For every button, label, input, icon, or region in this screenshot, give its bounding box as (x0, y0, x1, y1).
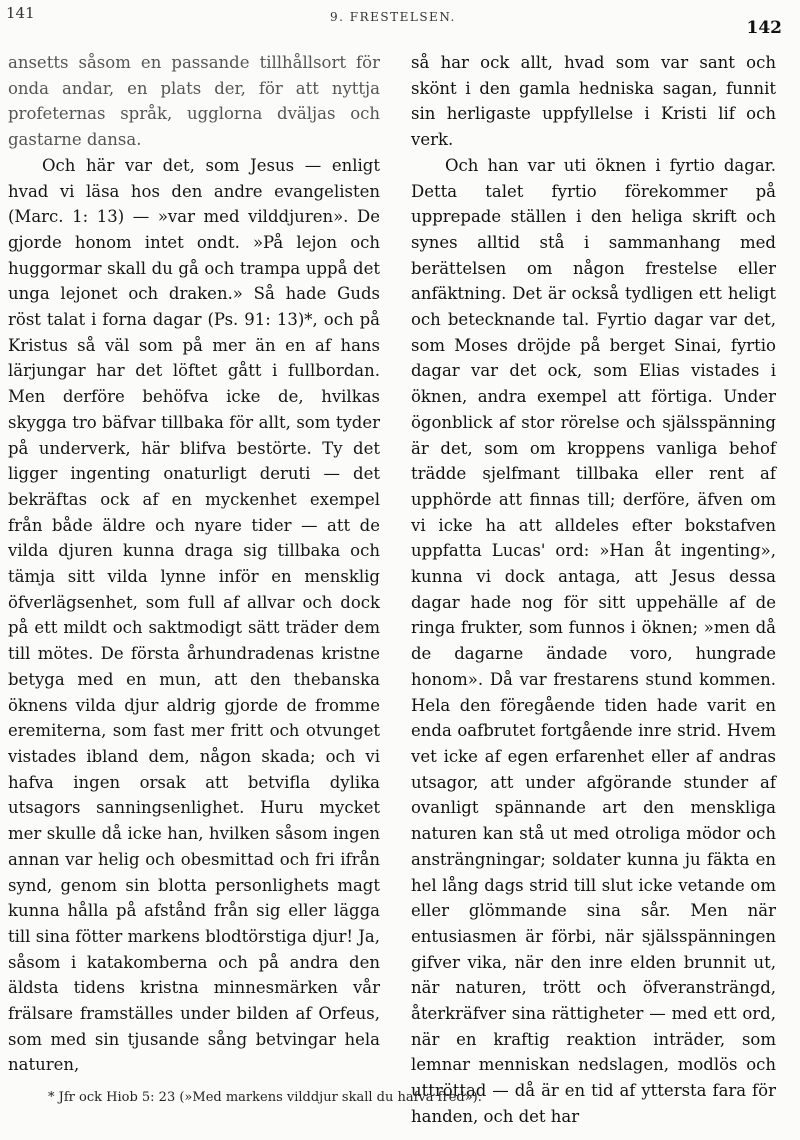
left-column (8, 50, 380, 1078)
footnote: * Jfr ock Hiob 5: 23 (»Med markens vilddjur skall du hafva fred»). (48, 1090, 482, 1105)
page-number-left: 141 (6, 4, 35, 22)
paragraph: Och han var uti öknen i fyrtio dagar. Detta talet fyrtio förekommer på upprepade ställen i den heliga skrift och synes alltid stå i sammanhang med berättelsen om någon frestelse eller anfäktning. Det är också tydligen ett heligt och betecknande tal. Fyrtio dagar var det, som Moses dröjde på berget Sinai, fyrtio dagar var det ock, som Elias vistades i öknen, andra exempel att förtiga. Under ögonblick af stor rörelse och själsspänning är det, som om kroppens vanliga behof trädde sjelfmant tillbaka eller rent af upphörde att finnas till; derföre, äfven om vi icke ha att alldeles efter bokstafven uppfatta Lucas' ord: »Han åt ingenting», kunna vi dock antaga, att Jesus dessa dagar hade nog för sitt uppehälle af de ringa frukter, som funnos i öknen; »men då de dagarne ändade voro, hungrade honom». Då var frestarens stund kommen. Hela den föregående tiden hade varit en enda oafbrutet fortgående inre strid. Hvem vet icke af egen erfarenhet eller af andras utsagor, att under afgörande stunder af ovanligt spännande art den menskliga naturen kan stå ut med otroliga mödor och ansträngningar; soldater kunna ju fäkta en hel lång dags strid till slut icke vetande om eller glömmande sina sår. Men när entusiasmen är förbi, när själsspänningen gifver vika, när den inre elden brunnit ut, när naturen, trött och öfveransträngd, återkräfver sina rättigheter — med ett ord, när en kraftig reaktion inträder, som lemnar menniskan nedslagen, modlös och uttröttad — då är en tid af yttersta fara för handen, och det har (411, 155, 776, 1126)
page-header (0, 0, 800, 45)
page-number-right: 142 (746, 18, 782, 38)
paragraph: Och här var det, som Jesus — enligt hvad vi läsa hos den andre evangelisten (Marc. 1: 13) — »var med vilddjuren». De gjorde honom intet ondt. »På lejon och huggormar skall du gå och trampa uppå det unga lejonet och draken.» Så hade Guds röst talat i forna dagar (Ps. 91: 13)*, och på Kristus så väl som på mer än en af hans lärjungar har det löftet gått i fullbordan. Men derföre behöfva icke de, hvilkas skygga tro bäfvar tillbaka för allt, som tyder på underverk, här blifva bestörte. Ty det ligger ingenting onaturligt deruti — det bekräftas ock af en myckenhet exempel från både äldre och nyare tider — att de vilda djuren kunna draga sig tillbaka och tämja sitt vilda lynne inför en mensklig öfverlägsenhet, som full af allvar och dock på ett mildt och saktmodigt sätt träder dem till mötes. De första århundradenas kristne betyga med en mun, att den thebanska öknens vilda djur aldrig gjorde de fromme eremiterna, som fast mer fritt och otvunget vistades ibland dem, någon skada; och vi hafva ingen orsak att betvifla dylika utsagors sanningsenlighet. Huru mycket mer skulle då icke han, hvilken såsom ingen annan var helig och obesmittad och fri ifrån synd, genom sin blotta personlighets magt kunna hålla på afstånd från sig eller lägga till sina fötter markens blodtörstiga djur! Ja, såsom i katakomberna och på andra den äldsta tidens kristna minnesmärken vår frälsare framställes under bilden af Orfeus, som med sin tjusande sång betvingar hela naturen, (8, 155, 380, 1075)
paragraph: ansetts såsom en passande tillhållsort för onda andar, en plats der, för att nyttja profeternas språk, ugglorna dväljas och gastarne dansa. (8, 53, 380, 150)
running-title: 9. FRESTELSEN. (330, 10, 456, 24)
right-column (411, 50, 776, 1130)
paragraph: så har ock allt, hvad som var sant och skönt i den gamla hedniska sagan, funnit sin herligaste uppfyllelse i Kristi lif och verk. (411, 53, 776, 150)
